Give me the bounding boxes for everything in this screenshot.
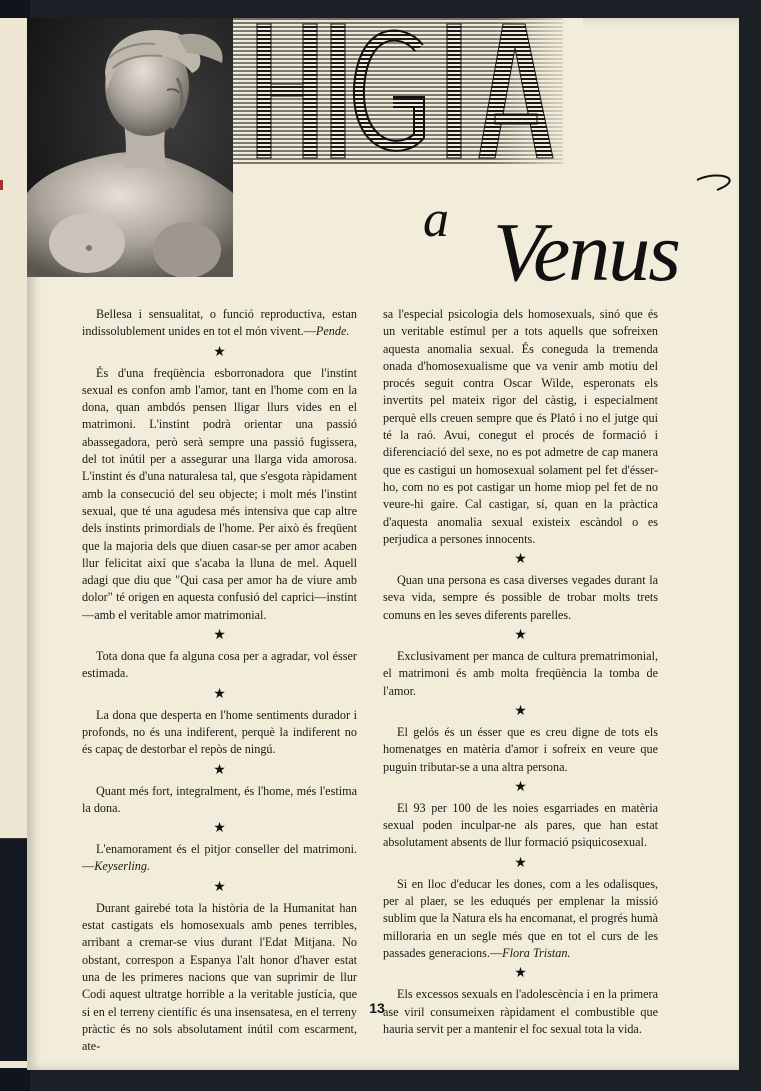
right-column: [383, 306, 658, 1042]
a-venus-script: [417, 168, 737, 298]
paragraph: L'enamorament és el pitjor conseller del matrimoni.—Keyserling.: [82, 842, 357, 874]
venus-bust-photo: [27, 18, 233, 277]
paragraph: La dona que desperta en l'home sentiments durador i profonds, no és una indiferent, perquè la indiferent no és capaç de destorbar el repòs de ningú.: [82, 707, 357, 757]
star-separator: ★: [514, 552, 527, 568]
title-text: HIGIA: [233, 18, 236, 19]
paragraph: Tota dona que fa alguna cosa per a agradar, vol ésser estimada.: [82, 649, 357, 681]
paragraph: Bellesa i sensualitat, o funció reproductiva, estan indissolublement unides en tot el món vivent.—Pende.: [82, 307, 357, 339]
title-block: [233, 18, 583, 168]
subtitle-block: [417, 168, 737, 298]
paragraph: Si en lloc d'educar les dones, com a les odalisques, per al plaer, se les eduqués per emplenar la missió sublim que la Natura els ha encomanat, el progrés humà milloraria en un segle més que en tot el curs de les passades generacions.—Flora Tristan.: [383, 876, 658, 960]
star-separator: ★: [514, 703, 527, 719]
paragraph: Durant gairebé tota la història de la Humanitat han estat castigats els homosexuals amb penes terribles, arribant a cremar-se vius durant l'Edat Mitjana. No obstant, correspon a Espanya l'alt honor d'haver estat una de les primeres nacions que van suprimir de llur Codi aquest ultratge horrible a la veritable justícia, que si en el terreny científic és una insensatesa, en el terreny pràctic és no sols absolutament inútil com escarment, ate-: [82, 900, 357, 1054]
star-separator: ★: [514, 855, 527, 871]
page-number: 13: [369, 1000, 385, 1016]
spine-illustration: [0, 838, 27, 1061]
subtitle-venus: Venus: [493, 206, 679, 298]
star-separator: ★: [514, 628, 527, 644]
book-spine: [0, 0, 30, 1091]
star-separator: ★: [213, 762, 226, 778]
star-separator: ★: [213, 879, 226, 895]
subtitle-a: a: [423, 191, 449, 248]
star-separator: ★: [213, 686, 226, 702]
star-separator: ★: [213, 821, 226, 837]
star-separator: ★: [213, 344, 226, 360]
paragraph: Quan una persona es casa diverses vegades durant la seva vida, sempre és possible de trobar molts trets comuns en les seves diferents parelles.: [383, 573, 658, 622]
higia-title-graphic: [233, 18, 583, 168]
star-separator: ★: [514, 779, 527, 795]
paragraph: Els excessos sexuals en l'adolescència i en la primera ase viril consumeixen ràpidament el combustible que hauria servit per a mantenir el foc sexual tota la vida.: [383, 987, 658, 1036]
venus-bust-illustration: [27, 18, 233, 277]
ribbon-mark: [0, 180, 3, 190]
star-separator: ★: [514, 966, 527, 982]
left-column: [82, 306, 357, 1059]
magazine-page: [27, 18, 739, 1070]
star-separator: ★: [213, 628, 226, 644]
paragraph: Exclusivament per manca de cultura prematrimonial, el matrimoni és amb molta freqüència la tomba de l'amor.: [383, 649, 658, 698]
paragraph: És d'una freqüència esborronadora que l'instint sexual es confon amb l'amor, tant en l'home com en la dona, quan ambdós pensen lligar llurs vides en el matrimoni. L'instint podrà orientar una passió abassegadora, però serà sempre una passió fugissera, del tot inútil per a assegurar una llarga vida amorosa. L'instint és d'una naturalesa tal, que s'esgota ràpidament amb la consecució del seu objecte; i molt més l'instint sexual, que té una agudesa més intensiva que cap altre dels instints primordials de l'home. Per això és freqüent que la majoria dels que diuen casar-se per amor acaben llur felicitat així que s'acaba la lluna de mel. Aquell adagi que diu que "Qui casa per amor ha de viure amb dolor" té origen en aquesta confusió del caprici—instint—amb el veritable amor matrimonial.: [82, 365, 357, 622]
paragraph: El 93 per 100 de les noies esgarriades en matèria sexual poden inculpar-ne als pares, que han estat absolutament absents de llur formació psiquicosexual.: [383, 800, 658, 850]
paragraph: sa l'especial psicologia dels homosexuals, sinó que és un veritable estímul per a tots aquells que sofreixen aquesta anomalia sexual. És coneguda la tremenda onada d'homosexualisme que va venir amb motiu del procés seguit contra Oscar Wilde, esperonats els invertits pel mateix rigor del càstig, i especialment perquè ells creuen sempre que és Plató i no el jutge qui té la raó. Avui, conegut el procés de formació i diferenciació del sexe, no es pot admetre de cap manera que es castigui un homosexual solament pel fet d'ésser-ho, com no es pot castigar un home miop pel fet de no veure-hi gaire. Cal castigar, sí, quan en la pràctica d'aquesta anomalia sexual existeix escàndol o es perjudica a persones innocents.: [383, 307, 658, 546]
paragraph: Quant més fort, integralment, és l'home, més l'estima la dona.: [82, 783, 357, 815]
paragraph: El gelós és un ésser que es creu digne de tots els homenatges en matèria d'amor i sofreix en veure que puguin tributar-se a una altra persona.: [383, 724, 658, 774]
